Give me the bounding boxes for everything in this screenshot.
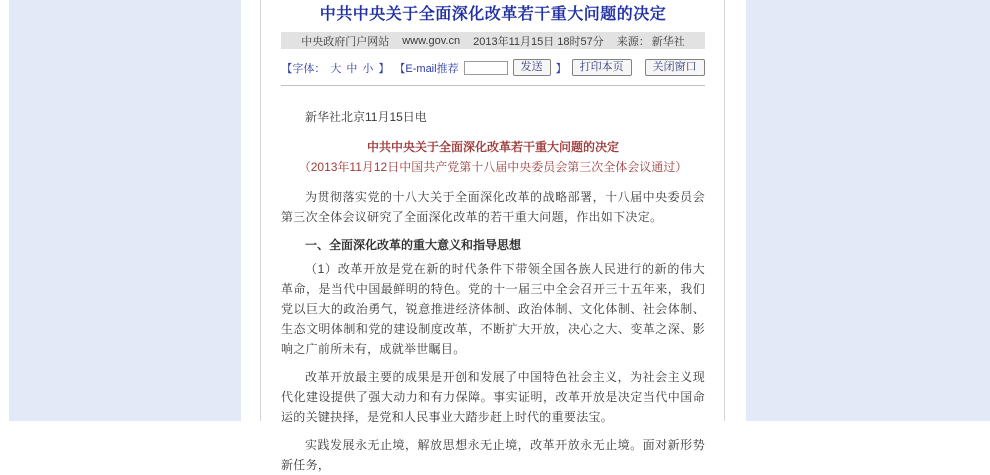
site-url: www.gov.cn xyxy=(402,34,461,47)
dateline: 新华社北京11月15日电 xyxy=(305,110,427,124)
font-medium-link[interactable]: 中 xyxy=(346,62,358,75)
paragraph-intro: 为贯彻落实党的十八大关于全面深化改革的战略部署，十八届中央委员会第三次全体会议研究了全面深化改革的若干重大问题，作出如下决定。 xyxy=(281,190,705,224)
font-large-link[interactable]: 大 xyxy=(330,62,342,75)
article-body xyxy=(281,86,705,475)
paragraph-1: （1）改革开放是党在新的时代条件下带领全国各族人民进行的新的伟大革命，是当代中国最鲜明的特色。党的十一届三中全会召开三十五年来，我们党以巨大的政治勇气，锐意推进经济体制、政治体制、文化体制、社会体制、生态文明体制和党的建设制度改革，不断扩大开放，决心之大、变革之深、影响之广前所未有，成就举世瞩目。 xyxy=(281,262,705,356)
page-title: 中共中央关于全面深化改革若干重大问题的决定 xyxy=(319,6,667,23)
source-label: 来源： xyxy=(616,35,650,48)
document-title: 中共中央关于全面深化改革若干重大问题的决定 xyxy=(366,140,619,154)
document-subtitle: （2013年11月12日中国共产党第十八届中央委员会第三次全体会议通过） xyxy=(298,160,688,174)
article-page xyxy=(241,0,746,472)
close-window-button[interactable]: 关闭窗口 xyxy=(645,59,705,76)
paragraph-2: 改革开放最主要的成果是开创和发展了中国特色社会主义，为社会主义现代化建设提供了强大动力和有力保障。事实证明，改革开放是决定当代中国命运的关键抉择，是党和人民事业大踏步赶上时代的重要法宝。 xyxy=(281,370,705,424)
send-button[interactable]: 发送 xyxy=(513,59,551,76)
site-name: 中央政府门户网站 xyxy=(301,35,390,48)
meta-bar xyxy=(281,32,705,49)
email-bracket-close: 】 xyxy=(555,62,567,75)
section-1-heading: 一、全面深化改革的重大意义和指导思想 xyxy=(305,238,522,252)
email-input[interactable] xyxy=(464,61,508,75)
font-size-bracket-close: 】 xyxy=(378,62,390,75)
email-recommend-label: 【E-mail推荐 xyxy=(394,62,459,75)
paragraph-3-partial: 实践发展永无止境，解放思想永无止境，改革开放永无止境。面对新形势新任务， xyxy=(281,438,705,472)
font-small-link[interactable]: 小 xyxy=(362,62,374,75)
source-name: 新华社 xyxy=(651,35,685,48)
publish-datetime: 2013年11月15日 18时57分 xyxy=(473,35,604,48)
source xyxy=(617,33,685,49)
toolbar xyxy=(281,59,705,76)
print-page-button[interactable]: 打印本页 xyxy=(572,59,632,76)
content-frame xyxy=(260,0,725,472)
font-size-label: 【字体： xyxy=(281,62,326,75)
